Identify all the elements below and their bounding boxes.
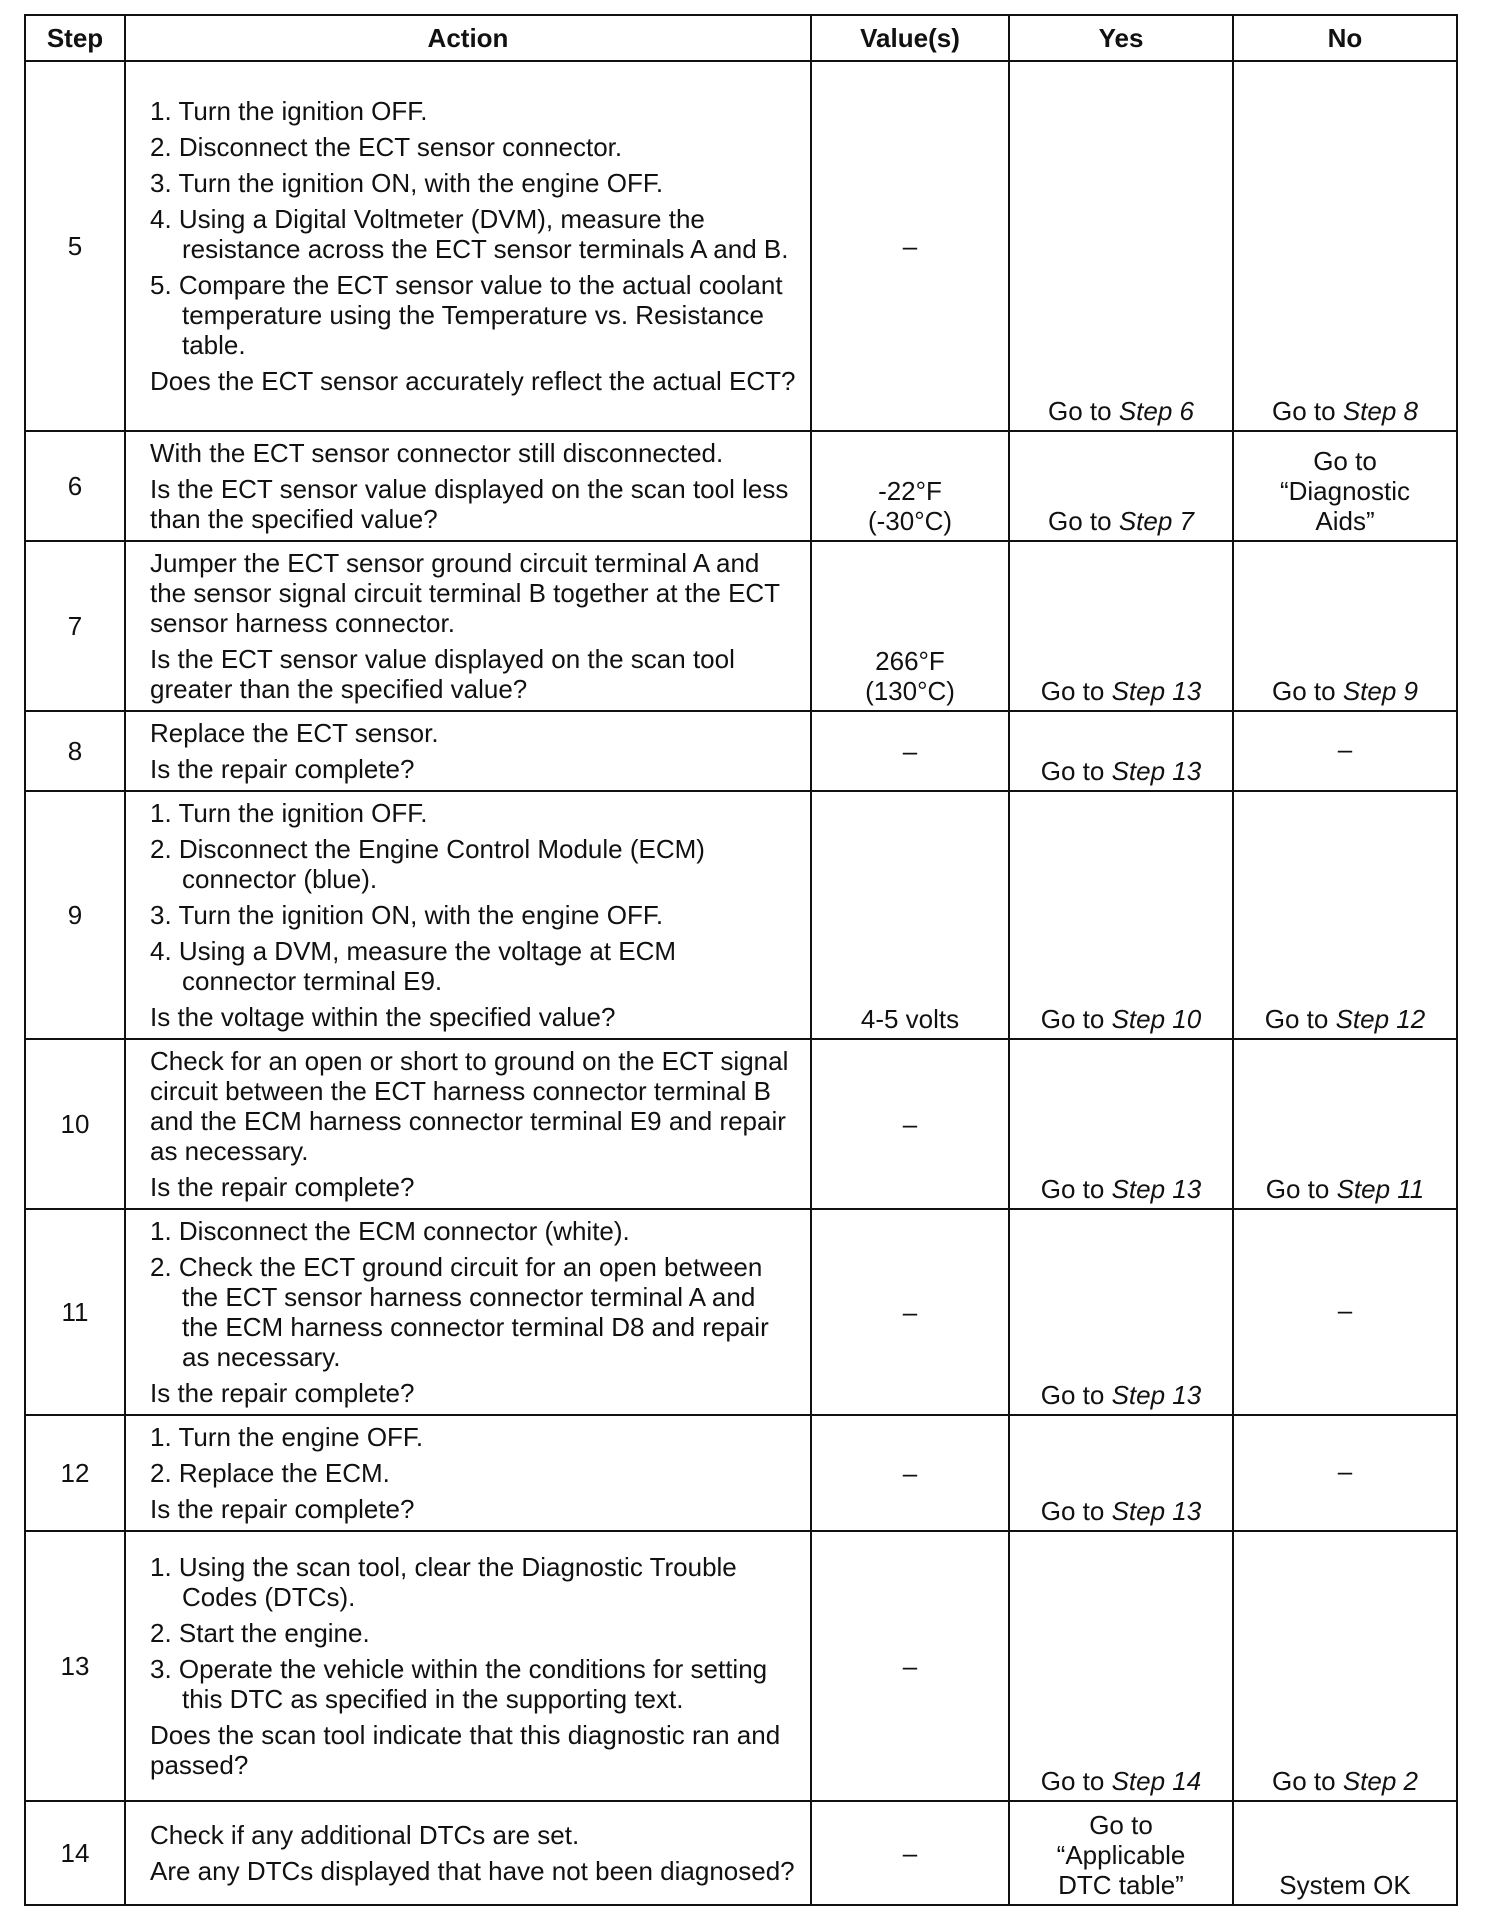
action-line: 1. Turn the ignition OFF. bbox=[150, 96, 428, 126]
go-to-text: Go to bbox=[1264, 1004, 1329, 1034]
no-cell: System OK bbox=[1233, 1801, 1457, 1905]
action-line: 2. Disconnect the ECT sensor connector. bbox=[150, 132, 623, 162]
yes-cell bbox=[1009, 61, 1233, 431]
action-cell bbox=[125, 1209, 811, 1415]
action-question: Is the ECT sensor value displayed on the scan tool greater than the specified value? bbox=[150, 644, 735, 704]
go-to-text: Go to bbox=[1040, 1380, 1105, 1410]
step-number: 14 bbox=[25, 1801, 125, 1905]
yes-cell bbox=[1009, 711, 1233, 791]
go-to-text: Go to bbox=[1272, 676, 1336, 706]
table-row bbox=[25, 1531, 1457, 1801]
action-cell bbox=[125, 711, 811, 791]
step-number: 12 bbox=[25, 1415, 125, 1531]
no-cell: Go to “Diagnostic Aids” bbox=[1233, 431, 1457, 541]
action-cell bbox=[125, 1801, 811, 1905]
action-cell bbox=[125, 541, 811, 711]
action-line: 4. Using a DVM, measure the voltage at ECM connector terminal E9. bbox=[150, 936, 677, 996]
yes-cell bbox=[1009, 791, 1233, 1039]
action-line: 1. Disconnect the ECM connector (white). bbox=[150, 1216, 630, 1246]
action-line: 2. Disconnect the Engine Control Module (ECM) connector (blue). bbox=[150, 834, 705, 894]
table-row bbox=[25, 61, 1457, 431]
value-cell: – bbox=[811, 1415, 1009, 1531]
step-number: 8 bbox=[25, 711, 125, 791]
table-row bbox=[25, 541, 1457, 711]
table-row bbox=[25, 1209, 1457, 1415]
value-fahrenheit: 266°F bbox=[875, 646, 945, 676]
no-cell bbox=[1233, 791, 1457, 1039]
action-line: 1. Using the scan tool, clear the Diagnostic Trouble Codes (DTCs). bbox=[150, 1552, 737, 1612]
step-number: 10 bbox=[25, 1039, 125, 1209]
action-line: 3. Turn the ignition ON, with the engine OFF. bbox=[150, 900, 664, 930]
action-line: 3. Turn the ignition ON, with the engine OFF. bbox=[150, 168, 664, 198]
action-line: Jumper the ECT sensor ground circuit terminal A and the sensor signal circuit terminal B together at the ECT sensor harness connector. bbox=[150, 548, 780, 638]
value-cell: – bbox=[811, 1531, 1009, 1801]
diagnostic-table bbox=[24, 14, 1458, 1906]
action-line: 3. Operate the vehicle within the conditions for setting this DTC as specified in the supporting text. bbox=[150, 1654, 768, 1714]
table-row bbox=[25, 1039, 1457, 1209]
value-cell: 4-5 volts bbox=[811, 791, 1009, 1039]
value-cell: – bbox=[811, 61, 1009, 431]
no-step-ref: Step 12 bbox=[1335, 1004, 1426, 1034]
header-step: Step bbox=[25, 15, 125, 61]
no-cell bbox=[1233, 1531, 1457, 1801]
action-line: 1. Turn the ignition OFF. bbox=[150, 798, 428, 828]
go-to-text: Go to bbox=[1272, 1766, 1336, 1796]
yes-step-ref: Step 13 bbox=[1111, 676, 1202, 706]
action-line: 2. Replace the ECM. bbox=[150, 1458, 390, 1488]
yes-step-ref: Step 13 bbox=[1111, 1496, 1202, 1526]
step-number: 7 bbox=[25, 541, 125, 711]
go-to-text: Go to bbox=[1040, 1766, 1105, 1796]
no-cell: – bbox=[1233, 1209, 1457, 1415]
yes-cell bbox=[1009, 1415, 1233, 1531]
action-question: Is the repair complete? bbox=[150, 754, 415, 784]
no-step-ref: Step 8 bbox=[1342, 396, 1418, 426]
yes-cell: Go to “Applicable DTC table” bbox=[1009, 1801, 1233, 1905]
no-step-ref: Step 9 bbox=[1342, 676, 1418, 706]
action-line: Check if any additional DTCs are set. bbox=[150, 1820, 580, 1850]
no-cell bbox=[1233, 61, 1457, 431]
go-to-text: Go to bbox=[1265, 1174, 1330, 1204]
header-action: Action bbox=[125, 15, 811, 61]
action-line: 5. Compare the ECT sensor value to the actual coolant temperature using the Temperature vs. Resistance table. bbox=[150, 270, 783, 360]
action-cell bbox=[125, 1039, 811, 1209]
action-cell bbox=[125, 1415, 811, 1531]
go-to-text: Go to bbox=[1048, 396, 1112, 426]
action-question: Does the scan tool indicate that this diagnostic ran and passed? bbox=[150, 1720, 781, 1780]
action-cell bbox=[125, 791, 811, 1039]
action-question: Is the repair complete? bbox=[150, 1172, 415, 1202]
step-number: 5 bbox=[25, 61, 125, 431]
yes-cell bbox=[1009, 541, 1233, 711]
yes-cell bbox=[1009, 1209, 1233, 1415]
step-number: 11 bbox=[25, 1209, 125, 1415]
yes-step-ref: Step 7 bbox=[1118, 506, 1194, 536]
action-cell bbox=[125, 431, 811, 541]
value-celsius: (-30°C) bbox=[867, 506, 953, 536]
step-number: 13 bbox=[25, 1531, 125, 1801]
step-number: 6 bbox=[25, 431, 125, 541]
yes-step-ref: Step 6 bbox=[1118, 396, 1194, 426]
go-to-text: Go to bbox=[1040, 1004, 1105, 1034]
table-row bbox=[25, 1801, 1457, 1905]
yes-step-ref: Step 14 bbox=[1111, 1766, 1202, 1796]
action-line: 2. Start the engine. bbox=[150, 1618, 370, 1648]
yes-step-ref: Step 13 bbox=[1111, 756, 1202, 786]
no-cell bbox=[1233, 1039, 1457, 1209]
value-fahrenheit: -22°F bbox=[878, 476, 942, 506]
value-cell bbox=[811, 431, 1009, 541]
no-cell bbox=[1233, 541, 1457, 711]
table-row bbox=[25, 791, 1457, 1039]
yes-cell bbox=[1009, 1531, 1233, 1801]
action-question: Does the ECT sensor accurately reflect the actual ECT? bbox=[150, 366, 796, 396]
value-cell: – bbox=[811, 1209, 1009, 1415]
action-question: Is the repair complete? bbox=[150, 1494, 415, 1524]
table-row bbox=[25, 711, 1457, 791]
step-number: 9 bbox=[25, 791, 125, 1039]
table-row bbox=[25, 431, 1457, 541]
action-line: With the ECT sensor connector still disconnected. bbox=[150, 438, 724, 468]
action-question: Is the repair complete? bbox=[150, 1378, 415, 1408]
value-cell bbox=[811, 541, 1009, 711]
action-line: Replace the ECT sensor. bbox=[150, 718, 439, 748]
action-cell bbox=[125, 1531, 811, 1801]
action-line: 4. Using a Digital Voltmeter (DVM), measure the resistance across the ECT sensor terminals A and B. bbox=[150, 204, 789, 264]
value-cell: – bbox=[811, 1039, 1009, 1209]
no-step-ref: Step 2 bbox=[1342, 1766, 1418, 1796]
value-celsius: (130°C) bbox=[865, 676, 955, 706]
header-row bbox=[25, 15, 1457, 61]
yes-step-ref: Step 10 bbox=[1111, 1004, 1202, 1034]
header-values: Value(s) bbox=[811, 15, 1009, 61]
no-cell: – bbox=[1233, 711, 1457, 791]
go-to-text: Go to bbox=[1040, 1496, 1105, 1526]
value-cell: – bbox=[811, 1801, 1009, 1905]
go-to-text: Go to bbox=[1040, 1174, 1105, 1204]
value-cell: – bbox=[811, 711, 1009, 791]
action-question: Are any DTCs displayed that have not been diagnosed? bbox=[150, 1856, 795, 1886]
go-to-text: Go to bbox=[1272, 396, 1336, 426]
go-to-text: Go to bbox=[1048, 506, 1112, 536]
yes-step-ref: Step 13 bbox=[1111, 1380, 1202, 1410]
action-cell bbox=[125, 61, 811, 431]
action-line: 1. Turn the engine OFF. bbox=[150, 1422, 424, 1452]
action-line: 2. Check the ECT ground circuit for an open between the ECT sensor harness connector terminal A and the ECM harness connector terminal D8 and repair as necessary. bbox=[150, 1252, 769, 1372]
yes-cell bbox=[1009, 431, 1233, 541]
table-row bbox=[25, 1415, 1457, 1531]
action-question: Is the voltage within the specified value? bbox=[150, 1002, 616, 1032]
yes-step-ref: Step 13 bbox=[1111, 1174, 1202, 1204]
header-yes: Yes bbox=[1009, 15, 1233, 61]
header-no: No bbox=[1233, 15, 1457, 61]
action-line: Check for an open or short to ground on the ECT signal circuit between the ECT harness connector terminal B and the ECM harness connector terminal E9 and repair as necessary. bbox=[150, 1046, 789, 1166]
go-to-text: Go to bbox=[1040, 676, 1105, 706]
action-question: Is the ECT sensor value displayed on the scan tool less than the specified value? bbox=[150, 474, 789, 534]
no-cell: – bbox=[1233, 1415, 1457, 1531]
go-to-text: Go to bbox=[1040, 756, 1105, 786]
yes-cell bbox=[1009, 1039, 1233, 1209]
no-step-ref: Step 11 bbox=[1336, 1174, 1425, 1204]
